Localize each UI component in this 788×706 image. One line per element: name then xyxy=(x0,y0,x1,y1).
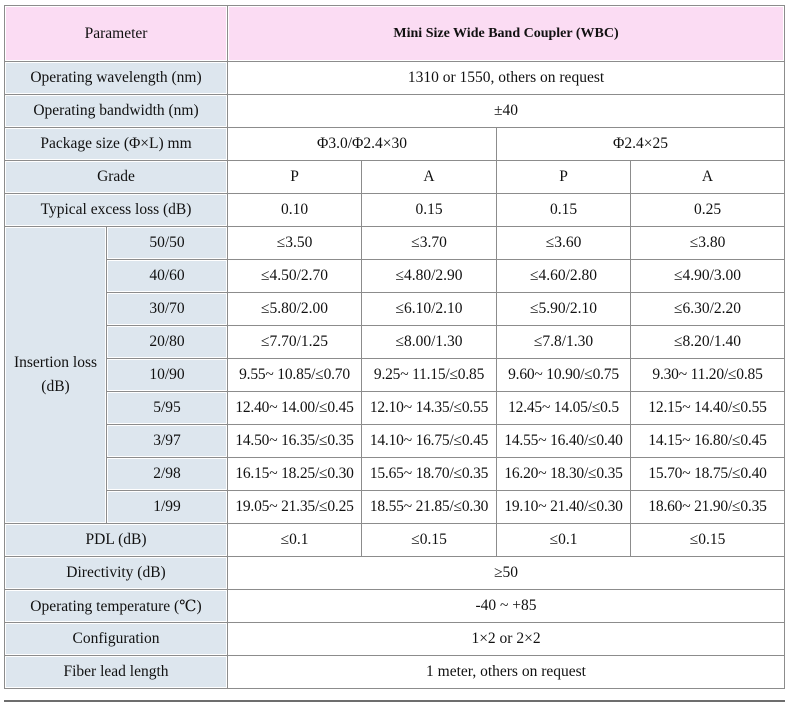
value-insertion-loss: ≤4.80/2.90 xyxy=(362,260,497,293)
value-insertion-loss: 19.10~ 21.40/≤0.30 xyxy=(497,491,631,524)
value-pdl: ≤0.15 xyxy=(631,524,785,557)
value-configuration: 1×2 or 2×2 xyxy=(228,623,785,656)
value-excess-loss: 0.15 xyxy=(362,194,497,227)
value-package-size-2: Φ2.4×25 xyxy=(497,128,785,161)
spec-table xyxy=(4,5,785,689)
label-ratio: 3/97 xyxy=(107,425,228,458)
label-configuration: Configuration xyxy=(5,623,228,656)
value-operating-bandwidth: ±40 xyxy=(228,95,785,128)
label-fiber-lead-length: Fiber lead length xyxy=(5,656,228,689)
value-package-size-1: Φ3.0/Φ2.4×30 xyxy=(228,128,497,161)
label-operating-temperature: Operating temperature (℃) xyxy=(5,590,228,623)
value-operating-wavelength: 1310 or 1550, others on request xyxy=(228,62,785,95)
row-excess-loss xyxy=(5,194,785,227)
value-insertion-loss: ≤3.50 xyxy=(228,227,362,260)
value-insertion-loss: 12.40~ 14.00/≤0.45 xyxy=(228,392,362,425)
label-ratio: 5/95 xyxy=(107,392,228,425)
value-operating-temperature: -40 ~ +85 xyxy=(228,590,785,623)
insertion-loss-label-line2: (dB) xyxy=(41,378,70,395)
value-insertion-loss: ≤4.60/2.80 xyxy=(497,260,631,293)
bottom-rule xyxy=(4,700,785,702)
row-insertion-loss xyxy=(5,458,785,491)
value-insertion-loss: 14.15~ 16.80/≤0.45 xyxy=(631,425,785,458)
value-insertion-loss: ≤7.70/1.25 xyxy=(228,326,362,359)
value-insertion-loss: ≤6.30/2.20 xyxy=(631,293,785,326)
row-operating-temperature xyxy=(5,590,785,623)
label-ratio: 2/98 xyxy=(107,458,228,491)
label-insertion-loss xyxy=(5,227,107,524)
label-directivity: Directivity (dB) xyxy=(5,557,228,590)
row-insertion-loss xyxy=(5,293,785,326)
value-grade: P xyxy=(497,161,631,194)
value-grade: P xyxy=(228,161,362,194)
value-insertion-loss: ≤8.00/1.30 xyxy=(362,326,497,359)
value-directivity: ≥50 xyxy=(228,557,785,590)
value-pdl: ≤0.1 xyxy=(497,524,631,557)
label-grade: Grade xyxy=(5,161,228,194)
row-insertion-loss xyxy=(5,425,785,458)
value-insertion-loss: 19.05~ 21.35/≤0.25 xyxy=(228,491,362,524)
value-insertion-loss: 16.15~ 18.25/≤0.30 xyxy=(228,458,362,491)
value-excess-loss: 0.15 xyxy=(497,194,631,227)
label-ratio: 40/60 xyxy=(107,260,228,293)
value-insertion-loss: ≤4.90/3.00 xyxy=(631,260,785,293)
value-insertion-loss: 9.55~ 10.85/≤0.70 xyxy=(228,359,362,392)
header-product: Mini Size Wide Band Coupler (WBC) xyxy=(228,6,785,62)
value-insertion-loss: ≤5.90/2.10 xyxy=(497,293,631,326)
value-insertion-loss: ≤6.10/2.10 xyxy=(362,293,497,326)
value-insertion-loss: 18.60~ 21.90/≤0.35 xyxy=(631,491,785,524)
value-insertion-loss: 9.30~ 11.20/≤0.85 xyxy=(631,359,785,392)
row-insertion-loss xyxy=(5,392,785,425)
label-ratio: 10/90 xyxy=(107,359,228,392)
value-pdl: ≤0.1 xyxy=(228,524,362,557)
label-ratio: 50/50 xyxy=(107,227,228,260)
row-pdl xyxy=(5,524,785,557)
value-insertion-loss: 12.45~ 14.05/≤0.5 xyxy=(497,392,631,425)
value-grade: A xyxy=(362,161,497,194)
row-insertion-loss xyxy=(5,326,785,359)
value-insertion-loss: 14.55~ 16.40/≤0.40 xyxy=(497,425,631,458)
row-insertion-loss xyxy=(5,359,785,392)
value-insertion-loss: ≤8.20/1.40 xyxy=(631,326,785,359)
value-excess-loss: 0.10 xyxy=(228,194,362,227)
row-directivity xyxy=(5,557,785,590)
row-insertion-loss xyxy=(5,491,785,524)
value-grade: A xyxy=(631,161,785,194)
header-row xyxy=(5,6,785,62)
row-operating-wavelength xyxy=(5,62,785,95)
label-excess-loss: Typical excess loss (dB) xyxy=(5,194,228,227)
row-package-size xyxy=(5,128,785,161)
value-insertion-loss: 18.55~ 21.85/≤0.30 xyxy=(362,491,497,524)
value-insertion-loss: ≤5.80/2.00 xyxy=(228,293,362,326)
value-insertion-loss: ≤4.50/2.70 xyxy=(228,260,362,293)
row-operating-bandwidth xyxy=(5,95,785,128)
value-insertion-loss: 9.25~ 11.15/≤0.85 xyxy=(362,359,497,392)
value-pdl: ≤0.15 xyxy=(362,524,497,557)
value-insertion-loss: ≤7.8/1.30 xyxy=(497,326,631,359)
row-configuration xyxy=(5,623,785,656)
label-ratio: 1/99 xyxy=(107,491,228,524)
value-excess-loss: 0.25 xyxy=(631,194,785,227)
label-ratio: 20/80 xyxy=(107,326,228,359)
value-insertion-loss: 9.60~ 10.90/≤0.75 xyxy=(497,359,631,392)
value-insertion-loss: 15.65~ 18.70/≤0.35 xyxy=(362,458,497,491)
label-ratio: 30/70 xyxy=(107,293,228,326)
value-insertion-loss: 14.10~ 16.75/≤0.45 xyxy=(362,425,497,458)
row-insertion-loss xyxy=(5,227,785,260)
label-pdl: PDL (dB) xyxy=(5,524,228,557)
label-operating-wavelength: Operating wavelength (nm) xyxy=(5,62,228,95)
value-insertion-loss: 15.70~ 18.75/≤0.40 xyxy=(631,458,785,491)
value-insertion-loss: 12.15~ 14.40/≤0.55 xyxy=(631,392,785,425)
value-insertion-loss: 12.10~ 14.35/≤0.55 xyxy=(362,392,497,425)
label-operating-bandwidth: Operating bandwidth (nm) xyxy=(5,95,228,128)
value-insertion-loss: 14.50~ 16.35/≤0.35 xyxy=(228,425,362,458)
row-fiber-lead-length xyxy=(5,656,785,689)
row-insertion-loss xyxy=(5,260,785,293)
insertion-loss-label-line1: Insertion loss xyxy=(13,354,98,371)
value-insertion-loss: ≤3.70 xyxy=(362,227,497,260)
value-fiber-lead-length: 1 meter, others on request xyxy=(228,656,785,689)
header-parameter: Parameter xyxy=(5,6,228,62)
value-insertion-loss: 16.20~ 18.30/≤0.35 xyxy=(497,458,631,491)
value-insertion-loss: ≤3.80 xyxy=(631,227,785,260)
label-package-size: Package size (Φ×L) mm xyxy=(5,128,228,161)
value-insertion-loss: ≤3.60 xyxy=(497,227,631,260)
row-grade xyxy=(5,161,785,194)
